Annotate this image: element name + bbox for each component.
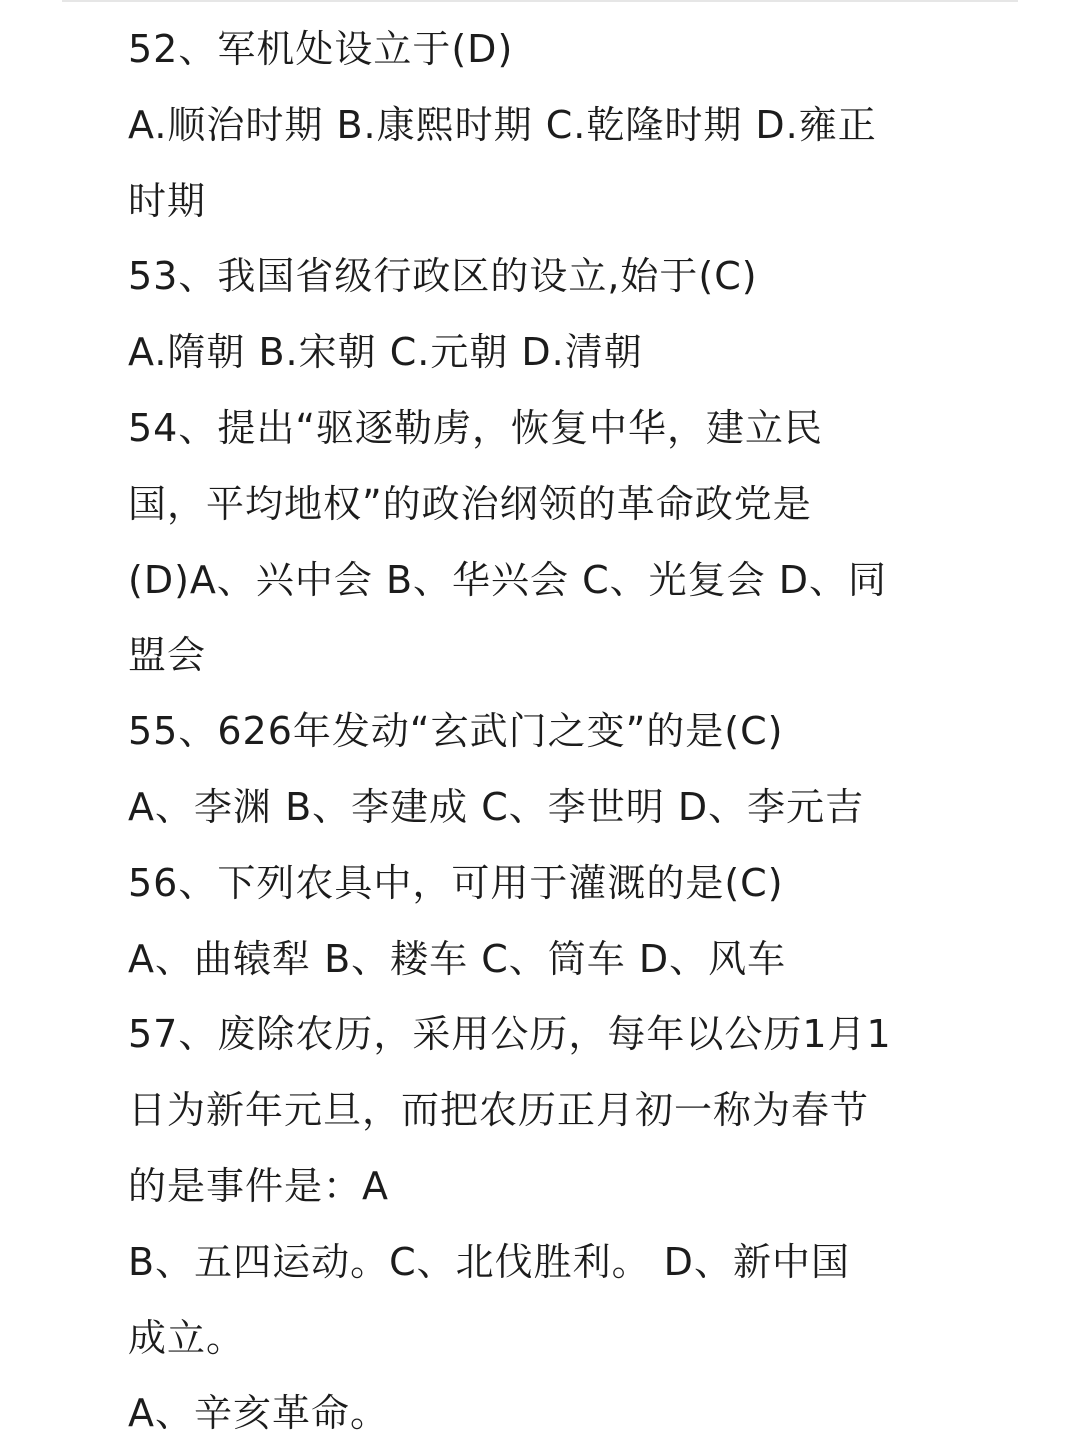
q57-question-end: 的是事件是：A (128, 1163, 389, 1208)
q54-options-cont: 盟会 (128, 633, 207, 678)
q54-question: 54、提出“驱逐勒虏，恢复中华，建立民 (128, 405, 824, 450)
q57-option-a: A、辛亥革命。 (128, 1391, 389, 1436)
q54-answer-options: (D)A、兴中会 B、华兴会 C、光复会 D、同 (128, 557, 888, 602)
q57-options-cont: 成立。 (128, 1315, 246, 1360)
q56-options: A、曲辕犁 B、耧车 C、筒车 D、风车 (128, 936, 787, 981)
q57-question: 57、废除农历，采用公历，每年以公历1月1 (128, 1012, 892, 1057)
q57-question-cont: 日为新年元旦，而把农历正月初一称为春节 (128, 1088, 870, 1133)
q52-options: A.顺治时期 B.康熙时期 C.乾隆时期 D.雍正 (128, 102, 877, 147)
q52-question: 52、军机处设立于(D) (128, 27, 514, 71)
q56-question: 56、下列农具中，可用于灌溉的是(C) (128, 860, 784, 905)
q53-options: A.隋朝 B.宋朝 C.元朝 D.清朝 (128, 330, 643, 375)
top-divider (62, 0, 1018, 2)
question-text-block (128, 12, 968, 1452)
q55-options: A、李渊 B、李建成 C、李世明 D、李元吉 (128, 784, 865, 829)
q54-question-cont: 国，平均地权”的政治纲领的革命政党是 (128, 481, 812, 526)
q55-question: 55、626年发动“玄武门之变”的是(C) (128, 709, 784, 754)
q57-options: B、五四运动。C、北伐胜利。 D、新中国 (128, 1239, 850, 1284)
q53-question: 53、我国省级行政区的设立,始于(C) (128, 254, 758, 299)
q52-options-cont: 时期 (128, 178, 207, 223)
